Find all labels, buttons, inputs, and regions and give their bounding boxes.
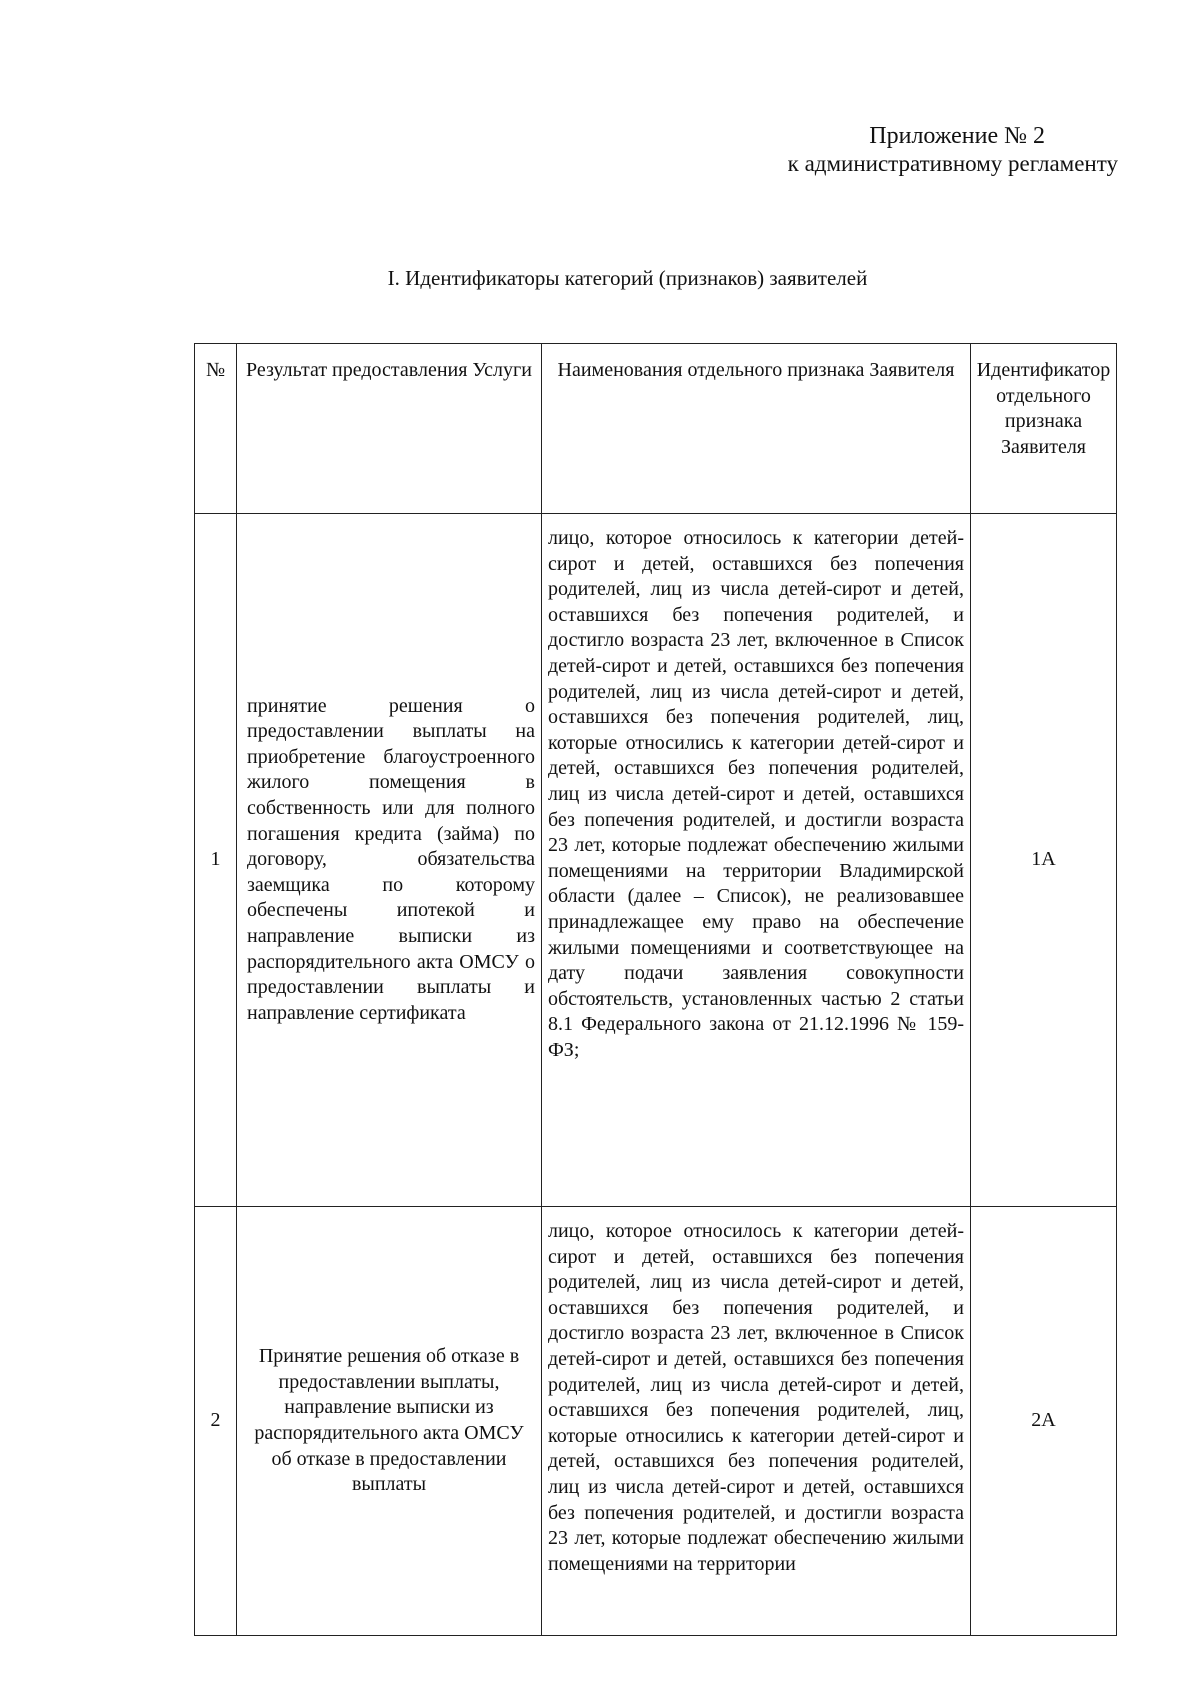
table-header-row [195, 344, 1117, 514]
appendix-header [788, 122, 1118, 178]
row-number: 2 [195, 1207, 237, 1636]
row-result: принятие решения о предоставлении выплаты на приобретение благоустроенного жилого помещения в собственность или для полного погашения кредита (займа) по договору, обязательства заемщика по которому обеспечены ипотекой и направление выписки из распорядительного акта ОМСУ о предоставлении выплаты и направление сертификата [237, 514, 542, 1207]
row-sign: лицо, которое относилось к категории детей-сирот и детей, оставшихся без попечения родителей, лиц из числа детей-сирот и детей, оставшихся без попечения родителей, и достигло возраста 23 лет, включенное в Список детей-сирот и детей, оставшихся без попечения родителей, лиц из числа детей-сирот и детей, оставшихся без попечения родителей, лиц, которые относились к категории детей-сирот и детей, оставшихся без попечения родителей, лиц из числа детей-сирот и детей, оставшихся без попечения родителей, и достигли возраста 23 лет, которые подлежат обеспечению жилыми помещениями на территории Владимирской области (далее – Список), не реализовавшее принадлежащее ему право на обеспечение жилыми помещениями и соответствующее на дату подачи заявления совокупности обстоятельств, установленных частью 2 статьи 8.1 Федерального закона от 21.12.1996 № 159-ФЗ; [542, 514, 971, 1207]
header-number: № [195, 344, 237, 514]
header-sign: Наименования отдельного признака Заявителя [542, 344, 971, 514]
row-number: 1 [195, 514, 237, 1207]
appendix-number: Приложение № 2 [869, 123, 1045, 149]
appendix-reference: к административному регламенту [787, 151, 1118, 176]
row-sign: лицо, которое относилось к категории детей-сирот и детей, оставшихся без попечения родителей, лиц из числа детей-сирот и детей, оставшихся без попечения родителей, и достигло возраста 23 лет, включенное в Список детей-сирот и детей, оставшихся без попечения родителей, лиц из числа детей-сирот и детей, оставшихся без попечения родителей, лиц, которые относились к категории детей-сирот и детей, оставшихся без попечения родителей, лиц из числа детей-сирот и детей, оставшихся без попечения родителей, и достигли возраста 23 лет, которые подлежат обеспечению жилыми помещениями на территории [542, 1207, 971, 1636]
header-identifier: Идентификатор отдельного признака Заявителя [971, 344, 1117, 514]
section-title: I. Идентификаторы категорий (признаков) заявителей [387, 266, 868, 290]
table-row [195, 1207, 1117, 1636]
row-result: Принятие решения об отказе в предоставлении выплаты, направление выписки из распорядительного акта ОМСУ об отказе в предоставлении выплаты [237, 1207, 542, 1636]
row-identifier: 1А [971, 514, 1117, 1207]
header-result: Результат предоставления Услуги [237, 344, 542, 514]
identifiers-table [194, 343, 1117, 1636]
row-identifier: 2А [971, 1207, 1117, 1636]
table-row [195, 514, 1117, 1207]
